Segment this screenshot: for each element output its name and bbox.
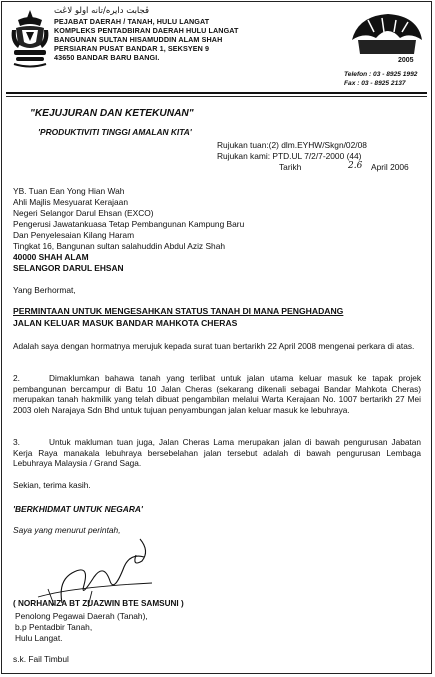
rujukan-kami: Rujukan kami: PTD.UL 7/2/7-2000 (44)	[217, 151, 362, 161]
cc-line: s.k. Fail Timbul	[13, 654, 69, 664]
saya-line: Saya yang menurut perintah,	[13, 525, 121, 535]
paragraph-3: Untuk makluman tuan juga, Jalan Cheras Lama merupakan jalan di bawah pengurusan Jabatan Kerja Raya manakala lebuhraya bersebelahan jalan tersebut adalah di bawah pengurusan Lembaga Lebuhraya Malaysia / Grand Saga.	[13, 437, 421, 469]
signer-role-3: Hulu Langat.	[15, 633, 63, 643]
recipient-state: SELANGOR DARUL EHSAN	[13, 263, 124, 273]
office-line: PEJABAT DAERAH / TANAH, HULU LANGAT	[54, 17, 210, 26]
paragraph-3-number: 3.	[13, 437, 20, 447]
recipient-line-5: Dan Penyelesaian Kilang Haram	[13, 230, 135, 240]
rujukan-tuan: Rujukan tuan:(2) dlm.EYHW/Skgn/02/08	[217, 140, 367, 150]
motto: 'BERKHIDMAT UNTUK NEGARA'	[13, 504, 143, 514]
recipient-line-3: Negeri Selangor Darul Ehsan (EXCO)	[13, 208, 154, 218]
tarikh-month-year: April 2006	[371, 162, 409, 172]
slogan-sub: 'PRODUKTIVITI TINGGI AMALAN KITA'	[38, 127, 192, 137]
signer-name: ( NORHANIZA BT ZUAZWIN BTE SAMSUNI )	[13, 599, 184, 608]
building-line: BANGUNAN SULTAN HISAMUDDIN ALAM SHAH	[54, 35, 223, 44]
selangor-crest-icon	[10, 8, 50, 68]
recipient-line-6: Tingkat 16, Bangunan sultan salahuddin Abdul Aziz Shah	[13, 241, 226, 251]
tarikh-label: Tarikh	[279, 162, 302, 172]
letter-page	[1, 1, 432, 674]
address-line: PERSIARAN PUSAT BANDAR 1, SEKSYEN 9	[54, 44, 210, 53]
award-logo-icon	[348, 10, 426, 64]
telefon: Telefon : 03 - 8925 1992	[344, 71, 418, 78]
paragraph-2-number: 2.	[13, 373, 20, 383]
slogan-main: "KEJUJURAN DAN KETEKUNAN"	[30, 108, 194, 119]
complex-line: KOMPLEKS PENTADBIRAN DAERAH HULU LANGAT	[54, 26, 239, 35]
subject-line-1: PERMINTAAN UNTUK MENGESAHKAN STATUS TANAH DI MANA PENGHADANG	[13, 306, 344, 316]
paragraph-2: Dimaklumkan bahawa tanah yang terlibat untuk jalan utama keluar masuk ke tapak projek pembangunan bercampur di Batu 10 Jalan Cheras (sekarang dikenali sebagai Bandar Mahkota Cheras) merupakan tanah hakmilik yang telah dibuat pengambilan melalui Warta Kerajaan No. 1007 bertarikh 27 Mei 2003 oleh Narajaya Sdn Bhd untuk tujuan penyambungan jalan keluar masuk ke lebuhraya.	[13, 373, 421, 415]
fax: Fax : 03 - 8925 2137	[344, 80, 406, 87]
year-label: 2005	[398, 57, 414, 64]
recipient-line-4: Pengerusi Jawatankuasa Tetap Pembangunan Kampung Baru	[13, 219, 245, 229]
signer-role-1: Penolong Pegawai Daerah (Tanah),	[15, 611, 148, 621]
postcode-line: 43650 BANDAR BARU BANGI.	[54, 53, 160, 62]
signer-role-2: b.p Pentadbir Tanah,	[15, 622, 93, 632]
recipient-line-1: YB. Tuan Ean Yong Hian Wah	[13, 186, 125, 196]
thanks-line: Sekian, terima kasih.	[13, 480, 91, 490]
recipient-city: 40000 SHAH ALAM	[13, 252, 89, 262]
recipient-line-2: Ahli Majlis Mesyuarat Kerajaan	[13, 197, 128, 207]
jawi-office-name: ڤجابت دايره/تانه اولو لاڠت	[54, 6, 150, 16]
header-divider	[6, 92, 427, 94]
salutation: Yang Berhormat,	[13, 285, 76, 295]
subject-line-2: JALAN KELUAR MASUK BANDAR MAHKOTA CHERAS	[13, 318, 238, 328]
paragraph-1: Adalah saya dengan hormatnya merujuk kepada surat tuan bertarikh 22 April 2008 mengenai perkara di atas.	[13, 341, 415, 351]
tarikh-day: 2.6	[348, 161, 363, 171]
header-divider-2	[6, 96, 427, 97]
